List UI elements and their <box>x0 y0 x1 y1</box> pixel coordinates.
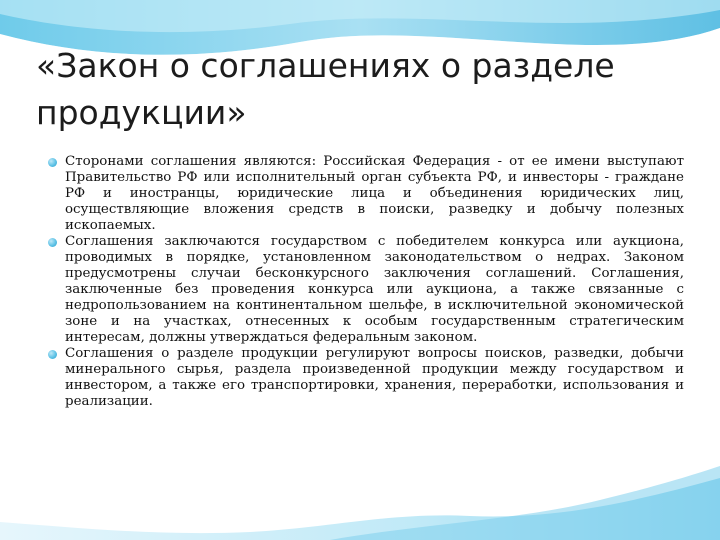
bullet-text-3: Соглашения о разделе продукции регулируют вопросы поисков, разведки, добычи минерального сырья, раздела произведенной продукции между государством и инвестором, а также его транспортировки, хранения, переработки, использования и реализации. <box>65 346 684 409</box>
bullet-dot-icon <box>48 158 57 167</box>
bullet-item-3 <box>48 346 684 410</box>
bullet-item-1 <box>48 154 684 234</box>
bullet-text-1: Сторонами соглашения являются: Российская Федерация - от ее имени выступают Правительство РФ или исполнительный орган субъекта РФ, и инвесторы - граждане РФ и иностранцы, юридические лица и объединения юридических лиц, осуществляющие вложения средств в поиски, разведку и добычу полезных ископаемых. <box>65 154 684 233</box>
bullet-text-2: Соглашения заключаются государством с победителем конкурса или аукциона, проводимых в порядке, установленном законодательством о недрах. Законом предусмотрены случаи бесконкурсного заключения соглашений. Соглашения, заключенные без проведения конкурса или аукциона, а также связанные с недропользованием на континентальном шельфе, в исключительной экономической зоне и на участках, отнесенных к особым государственным стратегическим интересам, должны утверждаться федеральным законом. <box>65 234 684 345</box>
bullet-item-2 <box>48 234 684 346</box>
bullet-dot-icon <box>48 238 57 247</box>
bullet-dot-icon <box>48 350 57 359</box>
bullet-list <box>48 154 684 410</box>
slide-title: «Закон о соглашениях о разделе продукции» <box>36 46 615 132</box>
